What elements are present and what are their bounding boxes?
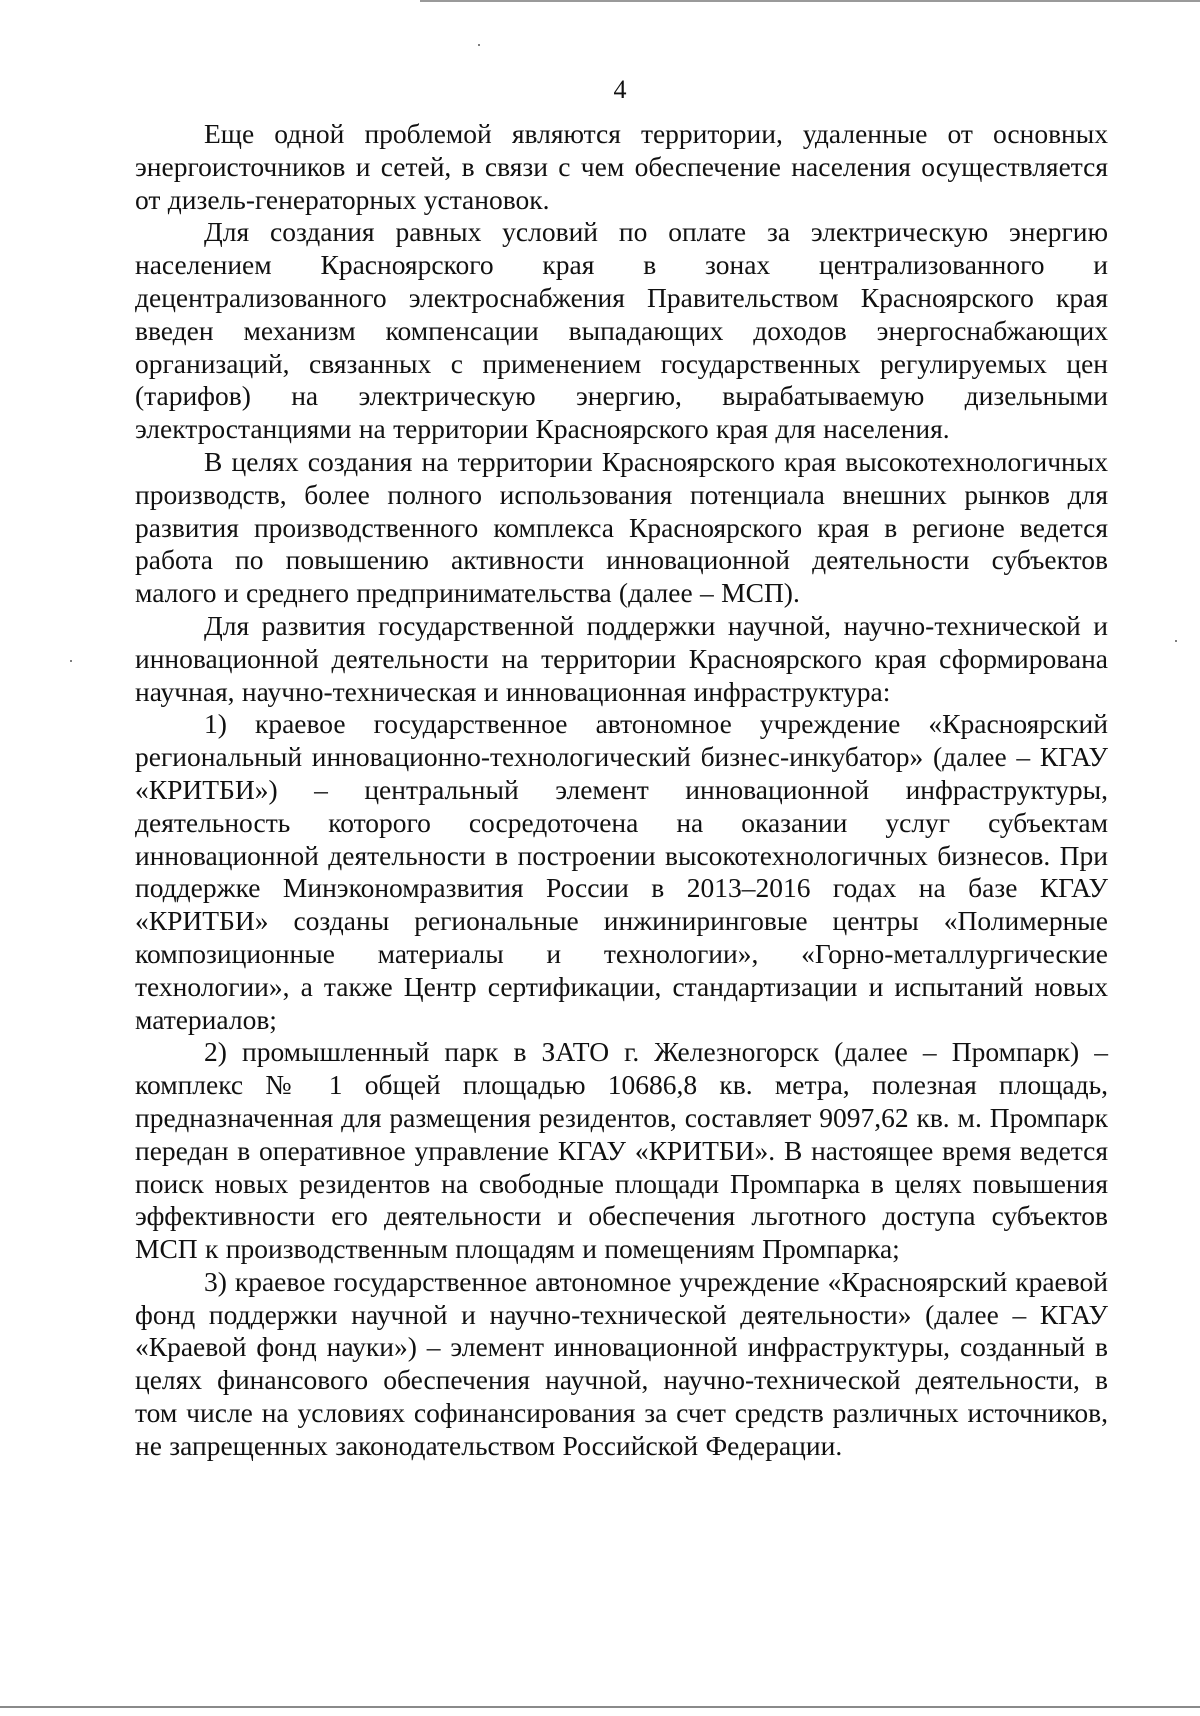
paragraph-high-tech-production: В целях создания на территории Красноярского края высокотехнологичных производств, более полного использования потенциала внешних рынков для развития производственного комплекса Красноярского края в регионе ведется работа по повышению активности инновационной деятельности субъектов малого и среднего предпринимательства (далее – МСП). — [135, 445, 1108, 609]
paragraph-remote-territories: Еще одной проблемой являются территории, удаленные от основных энергоисточников и сетей, в связи с чем обеспечение населения осуществляется от дизель-генераторных установок. — [135, 118, 1108, 215]
scan-speck — [70, 660, 72, 662]
paragraph-equal-conditions: Для создания равных условий по оплате за электрическую энергию населением Красноярского края в зонах централизованного и децентрализованного электроснабжения Правительством Красноярского края введен механизм компенсации выпадающих доходов энергоснабжающих организаций, связанных с применением государственных регулируемых цен (тарифов) на электрическую энергию, вырабатываемую дизельными электростанциями на территории Красноярского края для населения. — [135, 216, 1108, 445]
list-item-kritbi: 1) краевое государственное автономное учреждение «Красноярский региональный инновационно-технологический бизнес-инкубатор» (далее – КГАУ «КРИТБИ») – центральный элемент инновационной инфраструктуры, деятельность которого сосредоточена на оказании услуг субъектам инновационной деятельности в построении высокотехнологичных бизнесов. При поддержке Минэкономразвития России в 2013–2016 годах на базе КГАУ «КРИТБИ» созданы региональные инжиниринговые центры «Полимерные композиционные материалы и технологии», «Горно-металлургические технологии», а также Центр сертификации, стандартизации и испытаний новых материалов; — [135, 708, 1108, 1035]
scan-speck — [478, 44, 480, 46]
scan-speck — [1175, 640, 1177, 642]
page-number: 4 — [613, 75, 627, 104]
scan-edge-top — [420, 0, 1200, 2]
scan-edge-bottom — [0, 1706, 1200, 1708]
paragraph-infrastructure-intro: Для развития государственной поддержки научной, научно-технической и инновационной деятельности на территории Красноярского края сформирована научная, научно-техническая и инновационная инфраструктура: — [135, 609, 1108, 707]
document-body — [135, 118, 1108, 1463]
list-item-science-fund: 3) краевое государственное автономное учреждение «Красноярский краевой фонд поддержки научной и научно-технической деятельности» (далее – КГАУ «Краевой фонд науки») – элемент инновационной инфраструктуры, созданный в целях финансового обеспечения научной, научно-технической деятельности, в том числе на условиях софинансирования за счет средств различных источников, не запрещенных законодательством Российской Федерации. — [135, 1265, 1108, 1461]
list-item-prompark: 2) промышленный парк в ЗАТО г. Железногорск (далее – Промпарк) – комплекс № 1 общей площадью 10686,8 кв. метра, полезная площадь, предназначенная для размещения резидентов, составляет 9097,62 кв. м. Промпарк передан в оперативное управление КГАУ «КРИТБИ». В настоящее время ведется поиск новых резидентов на свободные площади Промпарка в целях повышения эффективности его деятельности и обеспечения льготного доступа субъектов МСП к производственным площадям и помещениям Промпарка; — [135, 1036, 1108, 1265]
